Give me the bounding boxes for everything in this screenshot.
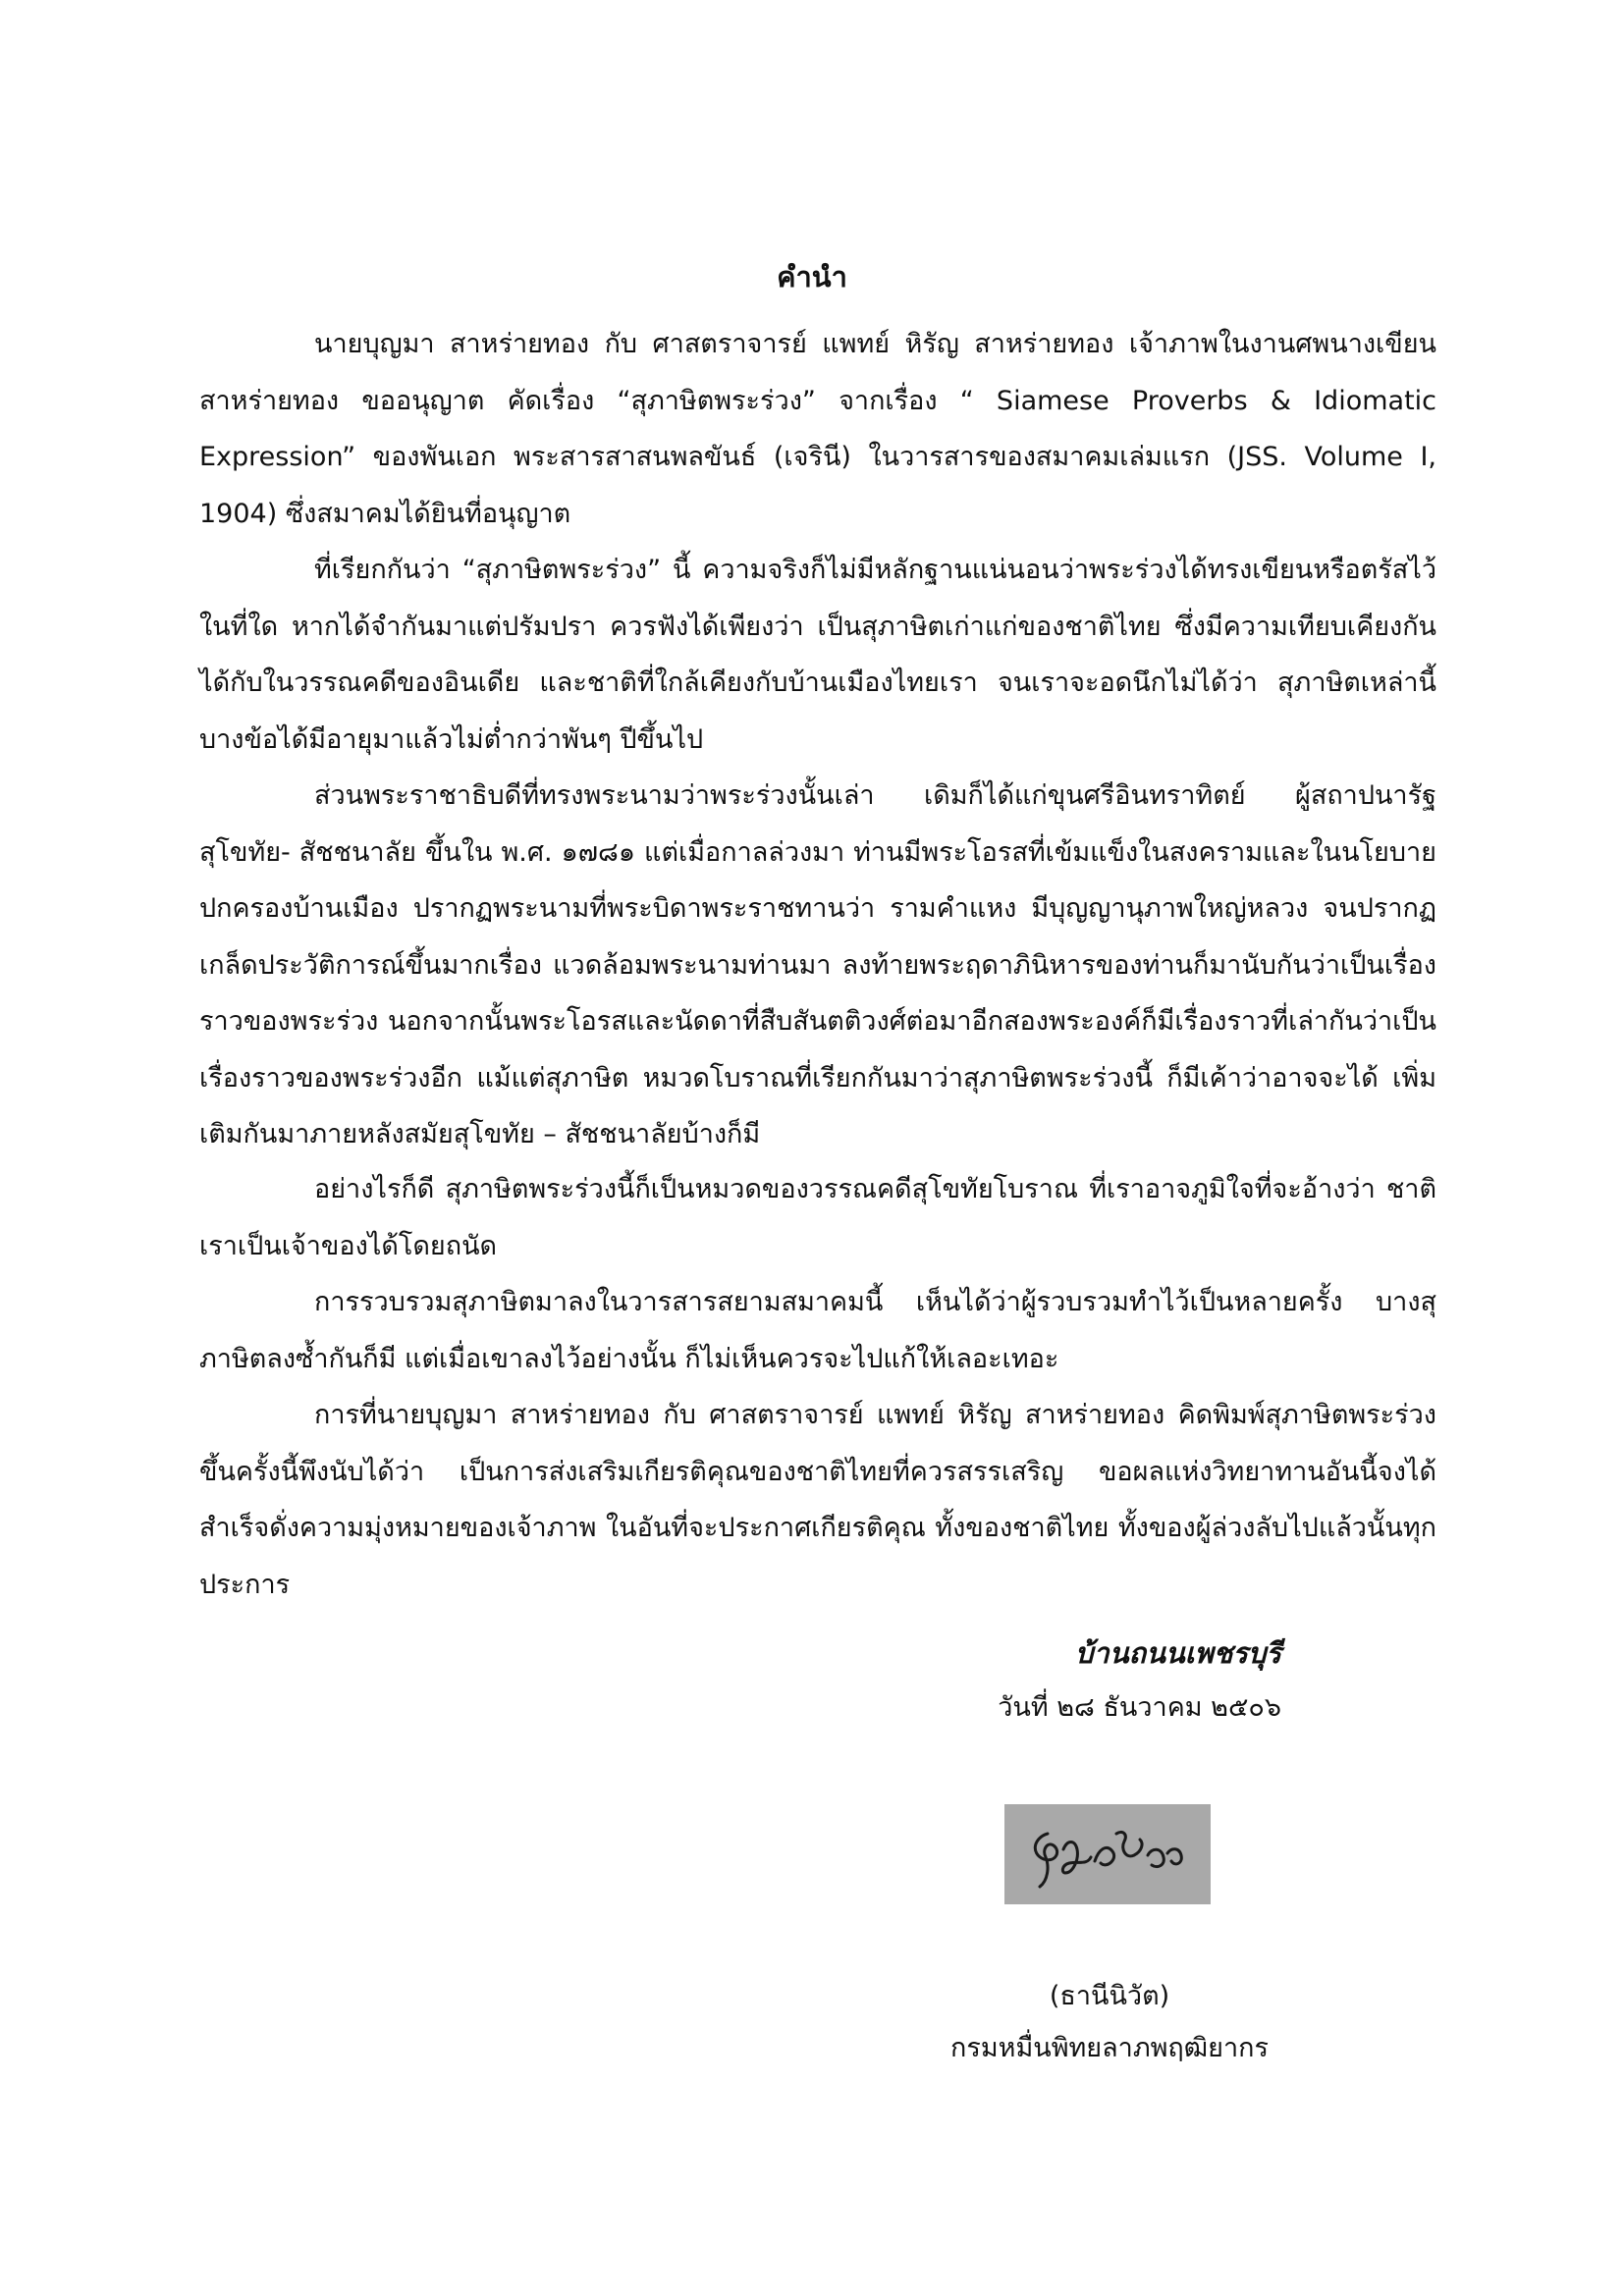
paragraph-1: นายบุญมา สาหร่ายทอง กับ ศาสตราจารย์ แพทย์ หิรัญ สาหร่ายทอง เจ้าภาพในงานศพนางเขียน สาหร่ายทอง ขออนุญาต คัดเรื่อง “สุภาษิตพระร่วง” จากเรื่อง “ Siamese Proverbs & Idiomatic Expression” ของพันเอก พระสารสาสนพลขันธ์ (เจรินี) ในวารสารของสมาคมเล่มแรก (JSS. Volume I, 1904) ซึ่งสมาคมได้ยินที่อนุญาต xyxy=(199,329,1436,529)
closing-place: บ้านถนนเพชรบุรี xyxy=(1075,1636,1281,1670)
paragraph-3: ส่วนพระราชาธิบดีที่ทรงพระนามว่าพระร่วงนั้นเล่า เดิมก็ได้แก่ขุนศรีอินทราทิตย์ ผู้สถาปนารัฐสุโขทัย- สัชชนาลัย ขึ้นใน พ.ศ. ๑๗๘๑ แต่เมื่อกาลล่วงมา ท่านมีพระโอรสที่เข้มแข็งในสงครามและในนโยบายปกครองบ้านเมือง ปรากฏพระนามที่พระบิดาพระราชทานว่า รามคำแหง มีบุญญานุภาพใหญ่หลวง จนปรากฏเกล็ดประวัติการณ์ขึ้นมากเรื่อง แวดล้อมพระนามท่านมา ลงท้ายพระฤดาภินิหารของท่านก็มานับกันว่าเป็นเรื่องราวของพระร่วง นอกจากนั้นพระโอรสและนัดดาที่สืบสันตติวงศ์ต่อมาอีกสองพระองค์ก็มีเรื่องราวที่เล่ากันว่าเป็นเรื่องราวของพระร่วงอีก แม้แต่สุภาษิต หมวดโบราณที่เรียกกันมาว่าสุภาษิตพระร่วงนี้ ก็มีเค้าว่าอาจจะได้ เพิ่มเติมกันมาภายหลังสมัยสุโขทัย – สัชชนาลัยบ้างก็มี xyxy=(199,780,1436,1149)
paragraph-4: อย่างไรก็ดี สุภาษิตพระร่วงนี้ก็เป็นหมวดของวรรณคดีสุโขทัยโบราณ ที่เราอาจภูมิใจที่จะอ้างว่า ชาติเราเป็นเจ้าของได้โดยถนัด xyxy=(199,1174,1436,1261)
signature-icon xyxy=(1004,1804,1211,1904)
signer-name: (ธานีนิวัต) xyxy=(1049,1981,1170,2011)
paragraph-6: การที่นายบุญมา สาหร่ายทอง กับ ศาสตราจารย์ แพทย์ หิรัญ สาหร่ายทอง คิดพิมพ์สุภาษิตพระร่วงขึ้นครั้งนี้พึงนับได้ว่า เป็นการส่งเสริมเกียรติคุณของชาติไทยที่ควรสรรเสริญ ขอผลแห่งวิทยาทานอันนี้จงได้สำเร็จดั่งความมุ่งหมายของเจ้าภาพ ในอันที่จะประกาศเกียรติคุณ ทั้งของชาติไทย ทั้งของผู้ล่วงลับไปแล้วนั้นทุกประการ xyxy=(199,1400,1436,1600)
paragraph-2: ที่เรียกกันว่า “สุภาษิตพระร่วง” นี้ ความจริงก็ไม่มีหลักฐานแน่นอนว่าพระร่วงได้ทรงเขียนหรือตรัสไว้ในที่ใด หากได้จำกันมาแต่ปรัมปรา ควรฟังได้เพียงว่า เป็นสุภาษิตเก่าแก่ของชาติไทย ซึ่งมีความเทียบเคียงกันได้กับในวรรณคดีของอินเดีย และชาติที่ใกล้เคียงกับบ้านเมืองไทยเรา จนเราจะอดนึกไม่ได้ว่า สุภาษิตเหล่านี้บางข้อได้มีอายุมาแล้วไม่ต่ำกว่าพันๆ ปีขึ้นไป xyxy=(199,555,1436,755)
signature-image xyxy=(1004,1804,1211,1904)
page-title: คำนำ xyxy=(777,260,847,294)
signer-title: กรมหมื่นพิทยลาภพฤฒิยากร xyxy=(950,2033,1269,2063)
paragraph-5: การรวบรวมสุภาษิตมาลงในวารสารสยามสมาคมนี้ เห็นได้ว่าผู้รวบรวมทำไว้เป็นหลายครั้ง บางสุภาษิตลงซ้ำกันก็มี แต่เมื่อเขาลงไว้อย่างนั้น ก็ไม่เห็นควรจะไปแก้ให้เลอะเทอะ xyxy=(199,1287,1436,1374)
closing-date: วันที่ ๒๘ ธันวาคม ๒๕๐๖ xyxy=(998,1692,1281,1723)
